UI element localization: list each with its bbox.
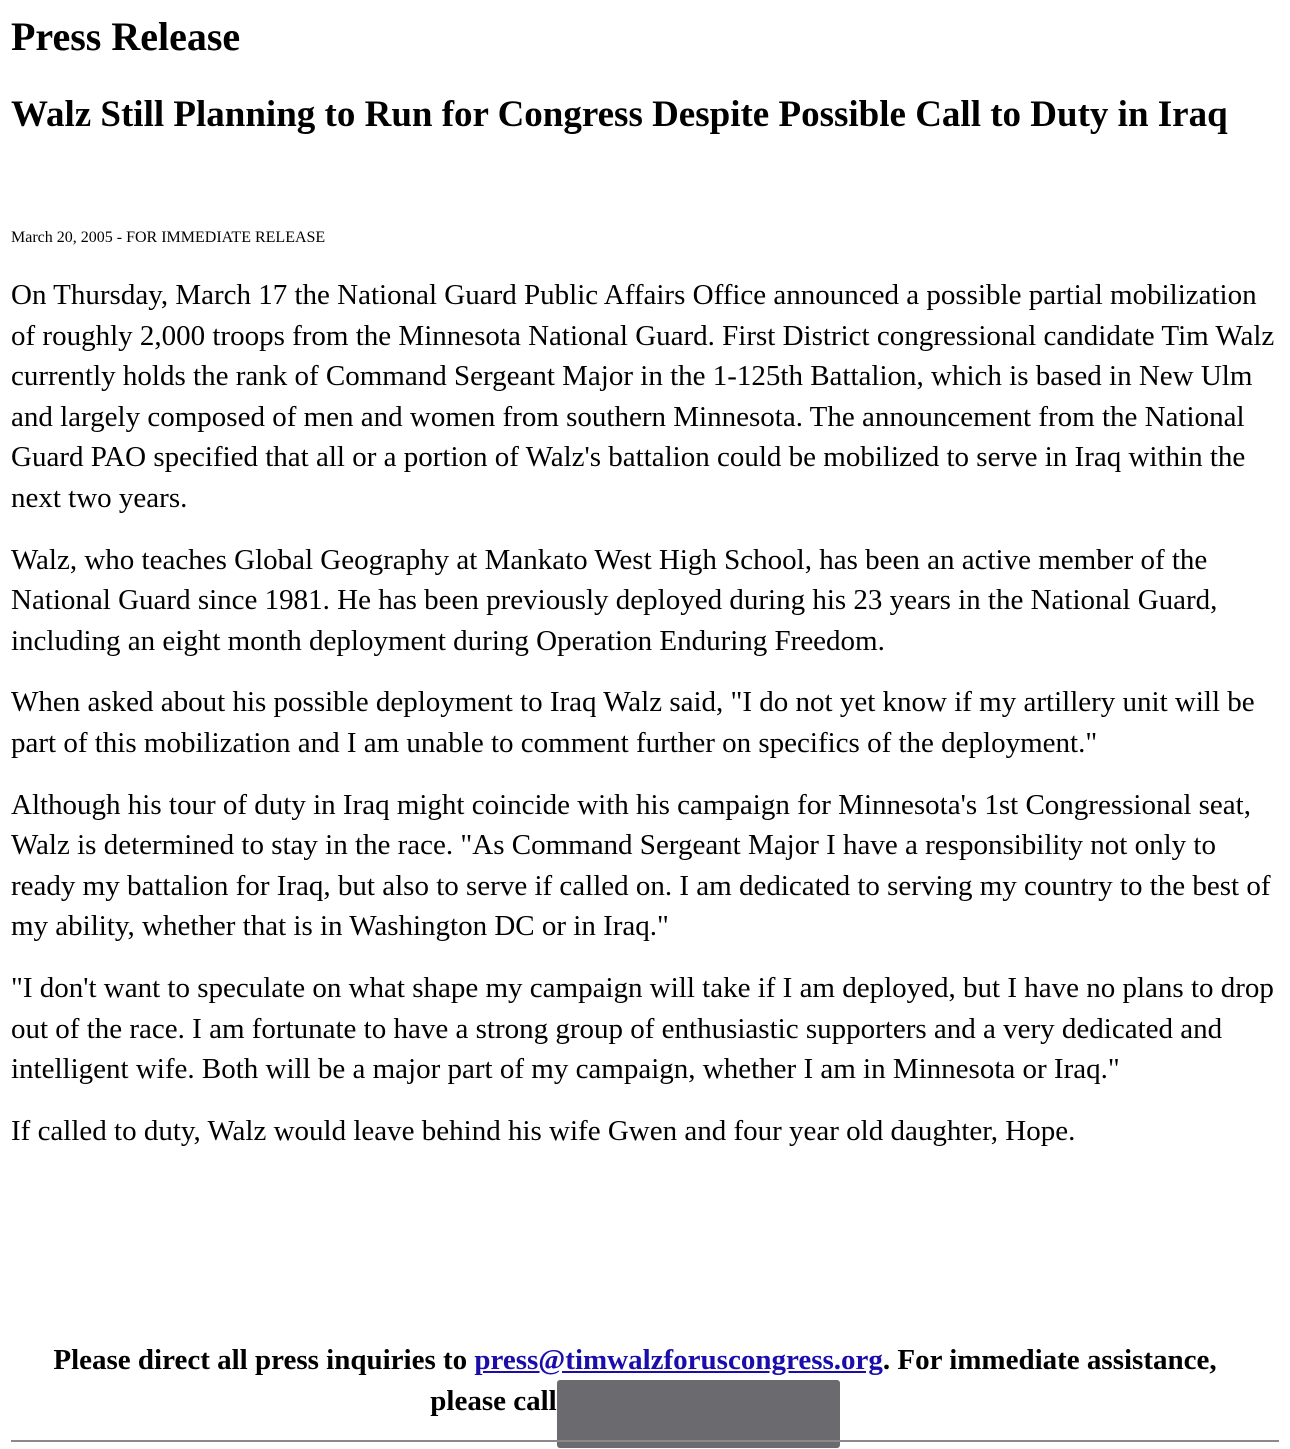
redacted-phone-block [557,1380,840,1448]
contact-prefix: Please direct all press inquiries to [53,1344,475,1376]
article-body [11,275,1283,1172]
paragraph-quote-deployment: When asked about his possible deployment to Iraq Walz said, "I do not yet know if my artillery unit will be part of this mobilization and I am unable to comment further on specifics of the deployment." [11,686,1255,759]
paragraph-mobilization: On Thursday, March 17 the National Guard Public Affairs Office announced a possible partial mobilization of roughly 2,000 troops from the Minnesota National Guard. First District congressional candidate Tim Walz currently holds the rank of Command Sergeant Major in the 1-125th Battalion, which is based in New Ulm and largely composed of men and women from southern Minnesota. The announcement from the National Guard PAO specified that all or a portion of Walz's battalion could be mobilized to serve in Iraq within the next two years. [11,279,1275,514]
bottom-divider [11,1440,1279,1442]
paragraph-quote-race: "I don't want to speculate on what shape my campaign will take if I am deployed, but I have no plans to drop out of the race. I am fortunate to have a strong group of enthusiastic supporters and a very dedicated and intelligent wife. Both will be a major part of my campaign, whether I am in Minnesota or Iraq." [11,971,1274,1086]
press-contact [20,1340,1250,1448]
contact-middle: . For immediate assistance, please call [430,1344,1217,1417]
press-email-link[interactable]: press@timwalzforuscongress.org [474,1344,883,1376]
dateline: March 20, 2005 - FOR IMMEDIATE RELEASE [11,229,326,246]
document-label: Press Release [11,14,241,59]
headline: Walz Still Planning to Run for Congress Despite Possible Call to Duty in Iraq [11,94,1228,135]
paragraph-background: Walz, who teaches Global Geography at Mankato West High School, has been an active member of the National Guard since 1981. He has been previously deployed during his 23 years in the National Guard, including an eight month deployment during Operation Enduring Freedom. [11,543,1218,657]
paragraph-campaign: Although his tour of duty in Iraq might coincide with his campaign for Minnesota's 1st Congressional seat, Walz is determined to stay in the race. "As Command Sergeant Major I have a responsibility not only to ready my battalion for Iraq, but also to serve if called on. I am dedicated to serving my country to the best of my ability, whether that is in Washington DC or in Iraq." [11,788,1271,943]
paragraph-family: If called to duty, Walz would leave behind his wife Gwen and four year old daughter, Hope. [11,1114,1076,1147]
